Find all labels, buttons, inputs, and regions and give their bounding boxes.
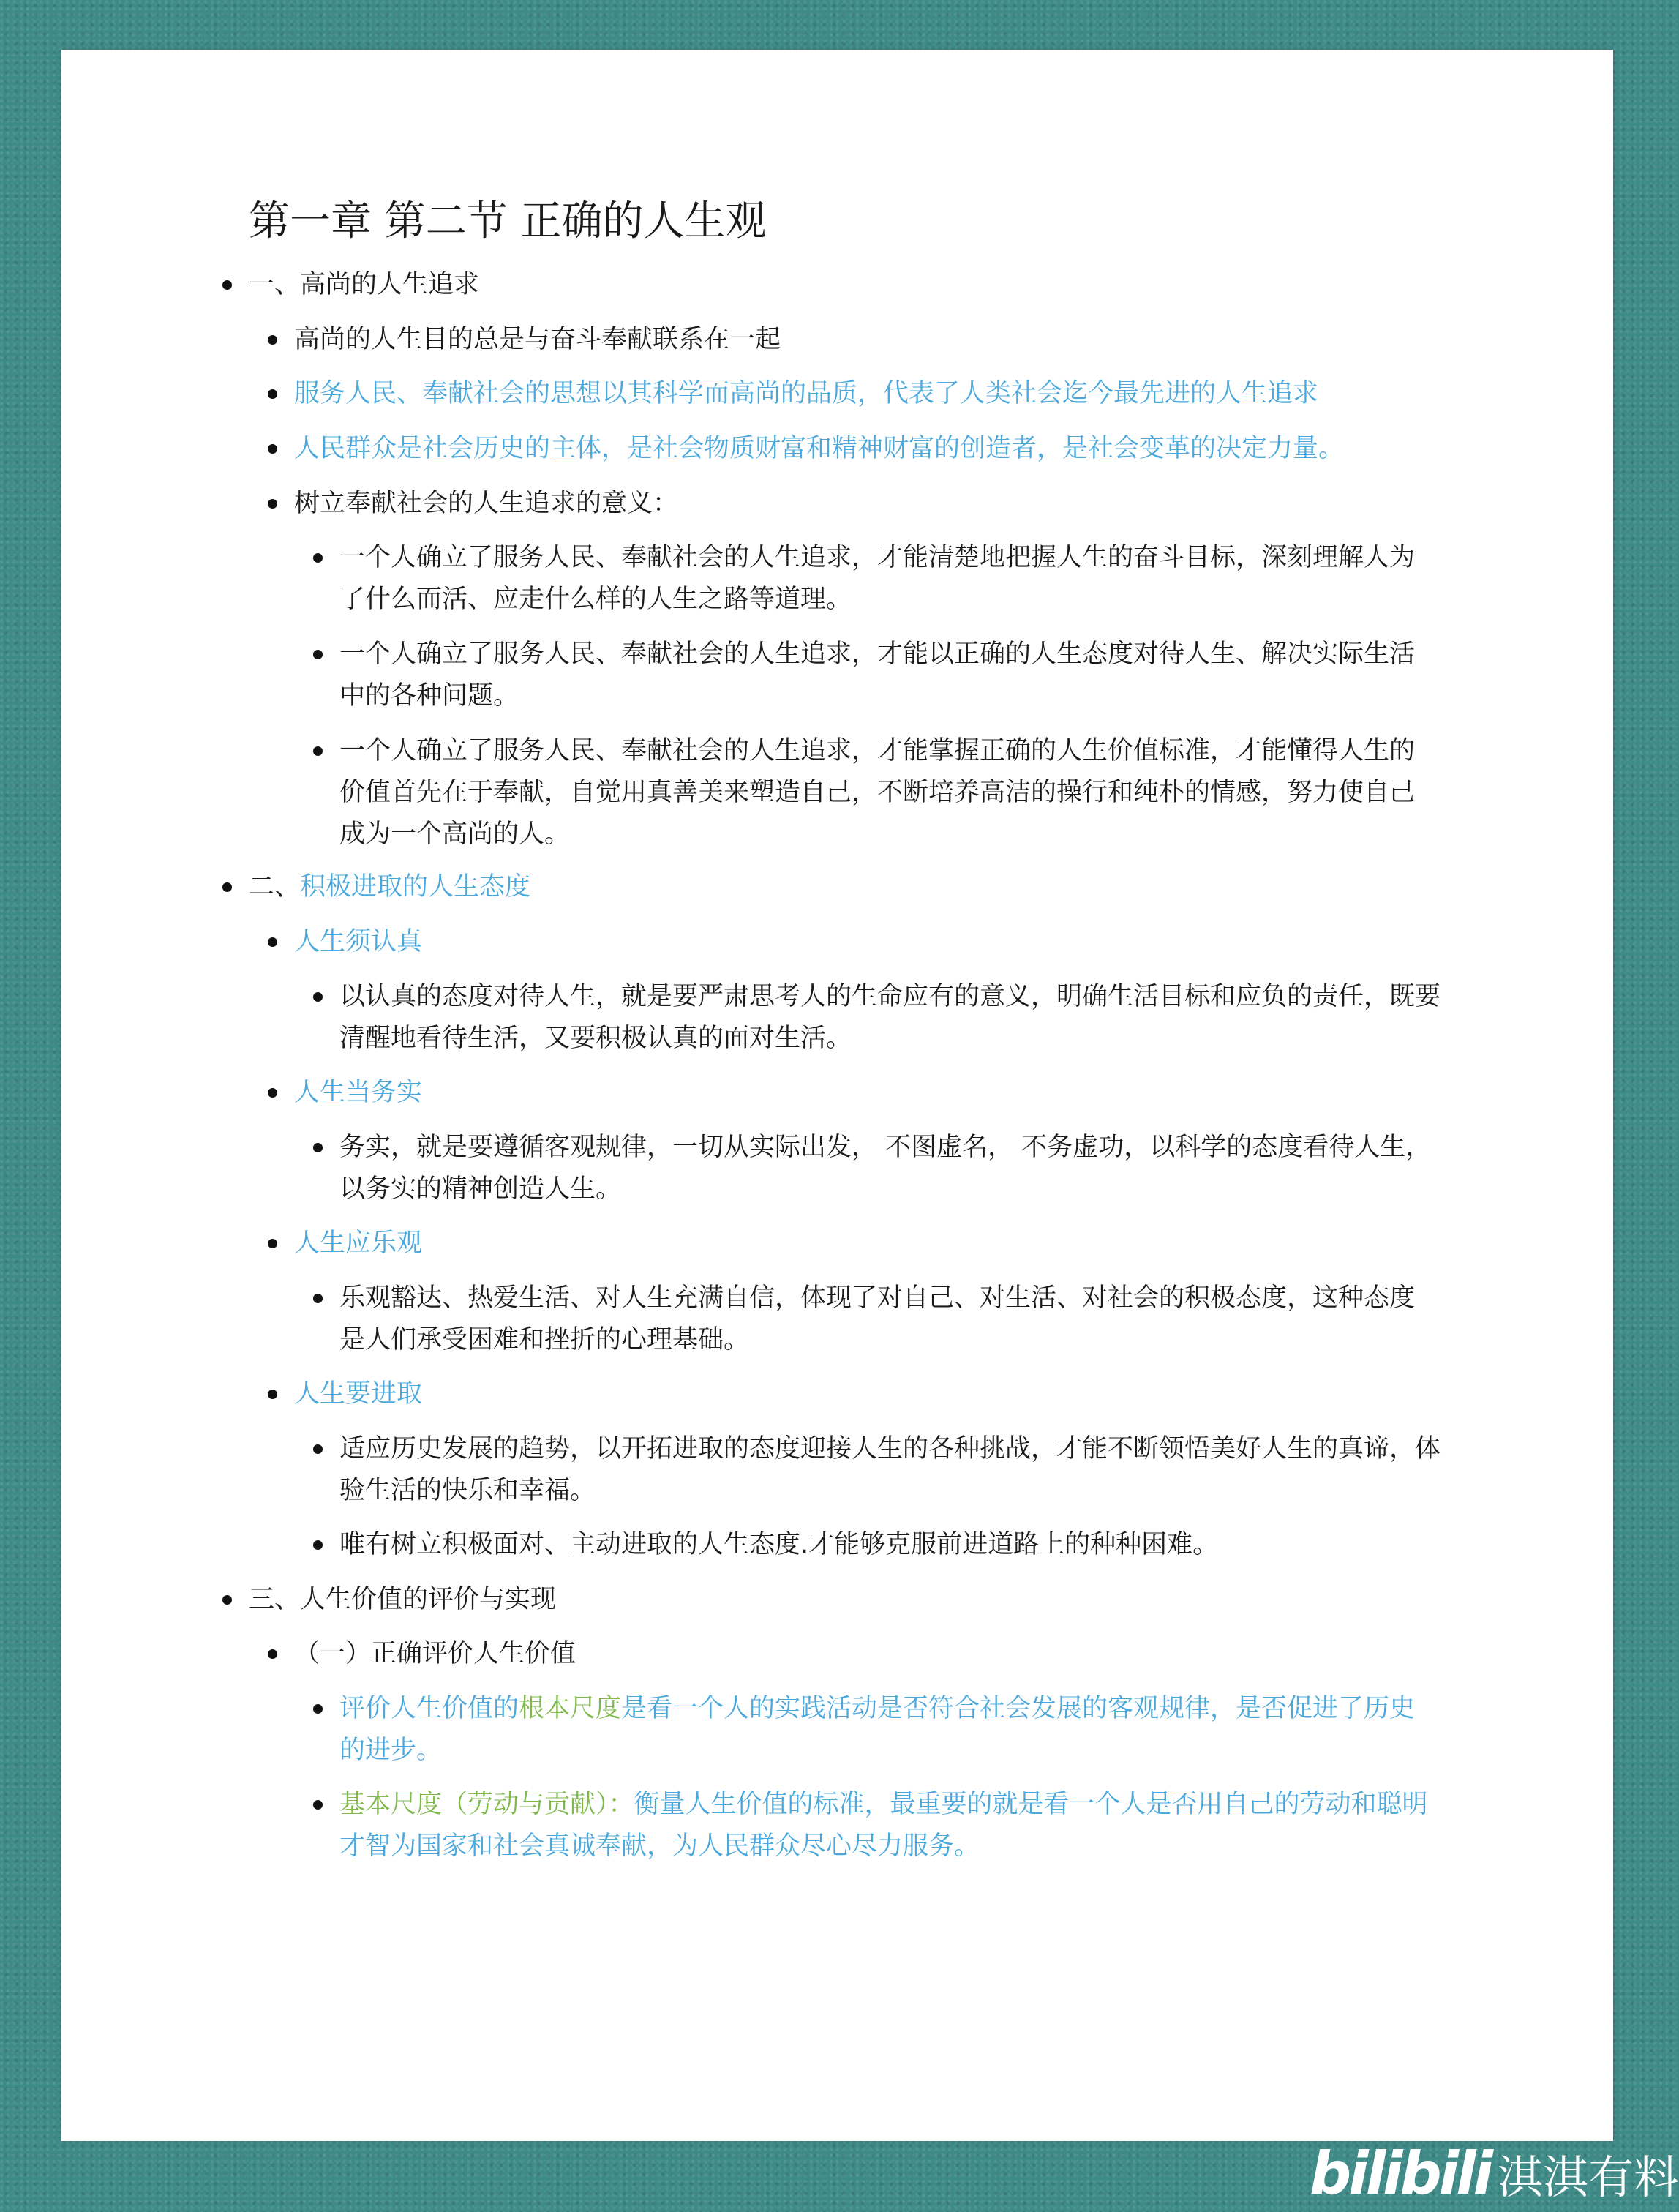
bullet-icon — [268, 335, 277, 345]
bullet-icon — [268, 389, 277, 399]
bullet-icon — [313, 992, 323, 1002]
list-item: 人生要进取 — [294, 1373, 422, 1415]
watermark — [1310, 2138, 1679, 2208]
bullet-icon — [313, 1143, 323, 1152]
page-title: 第一章 第二节 正确的人生观 — [249, 198, 767, 245]
bullet-icon — [313, 1800, 323, 1810]
bullet-icon — [268, 1088, 277, 1098]
list-subitem: 唯有树立积极面对、主动进取的人生态度.才能够克服前进道路上的种种困难。 — [339, 1524, 1218, 1566]
bullet-icon — [268, 1390, 277, 1399]
bullet-icon — [268, 1239, 277, 1248]
list-item: 树立奉献社会的人生追求的意义： — [294, 483, 678, 525]
list-item: （一）正确评价人生价值 — [294, 1633, 576, 1675]
list-item: 人生当务实 — [294, 1072, 422, 1114]
bullet-icon — [268, 444, 277, 454]
list-subitem: 一个人确立了服务人民、奉献社会的人生追求，才能以正确的人生态度对待人生、解决实际生活中的各种问题。 — [339, 634, 1433, 717]
bullet-icon — [222, 1595, 232, 1605]
list-item: 服务人民、奉献社会的思想以其科学而高尚的品质，代表了人类社会迄今最先进的人生追求 — [294, 373, 1318, 415]
list-item: 高尚的人生目的总是与奋斗奉献联系在一起 — [294, 319, 781, 361]
list-subitem: 务实，就是要遵循客观规律，一切从实际出发， 不图虚名， 不务虚功，以科学的态度看待人生，以务实的精神创造人生。 — [339, 1127, 1451, 1210]
list-subitem: 一个人确立了服务人民、奉献社会的人生追求，才能掌握正确的人生价值标准，才能懂得人生的价值首先在于奉献，自觉用真善美来塑造自己，不断培养高洁的操行和纯朴的情感，努力使自己成为一个高尚的人。 — [339, 730, 1433, 855]
bullet-icon — [222, 882, 232, 892]
list-item: 人生应乐观 — [294, 1223, 422, 1264]
list-subitem: 一个人确立了服务人民、奉献社会的人生追求，才能清楚地把握人生的奋斗目标，深刻理解人为了什么而活、应走什么样的人生之路等道理。 — [339, 537, 1433, 621]
bullet-icon — [268, 937, 277, 947]
bullet-icon — [313, 1444, 323, 1454]
bullet-icon — [268, 499, 277, 509]
bullet-icon — [313, 1294, 323, 1303]
list-subitem: 评价人生价值的根本尺度是看一个人的实践活动是否符合社会发展的客观规律，是否促进了历史的进步。 — [339, 1688, 1437, 1772]
section-heading-2: 二、积极进取的人生态度 — [249, 866, 530, 908]
list-subitem: 乐观豁达、热爱生活、对人生充满自信，体现了对自己、对生活、对社会的积极态度，这种态度是人们承受困难和挫折的心理基础。 — [339, 1278, 1437, 1361]
list-item: 人民群众是社会历史的主体，是社会物质财富和精神财富的创造者，是社会变革的决定力量。 — [294, 428, 1344, 470]
bullet-icon — [313, 746, 323, 756]
bilibili-logo: bilibili — [1310, 2139, 1491, 2208]
bullet-icon — [313, 650, 323, 659]
watermark-author: 淇淇有料 — [1498, 2150, 1679, 2204]
section-heading-1: 一、高尚的人生追求 — [249, 264, 479, 306]
list-subitem: 基本尺度（劳动与贡献）：衡量人生价值的标准，最重要的就是看一个人是否用自己的劳动和聪明才智为国家和社会真诚奉献，为人民群众尽心尽力服务。 — [339, 1784, 1437, 1867]
list-item: 人生须认真 — [294, 921, 422, 963]
bullet-icon — [313, 1704, 323, 1714]
list-subitem: 适应历史发展的趋势，以开拓进取的态度迎接人生的各种挑战，才能不断领悟美好人生的真谛，体验生活的快乐和幸福。 — [339, 1428, 1451, 1512]
bullet-icon — [313, 553, 323, 563]
bullet-icon — [222, 280, 232, 290]
section-heading-3: 三、人生价值的评价与实现 — [249, 1579, 556, 1621]
bullet-icon — [313, 1540, 323, 1550]
bullet-icon — [268, 1649, 277, 1659]
list-subitem: 以认真的态度对待人生，就是要严肃思考人的生命应有的意义，明确生活目标和应负的责任，既要清醒地看待生活，又要积极认真的面对生活。 — [339, 976, 1451, 1060]
